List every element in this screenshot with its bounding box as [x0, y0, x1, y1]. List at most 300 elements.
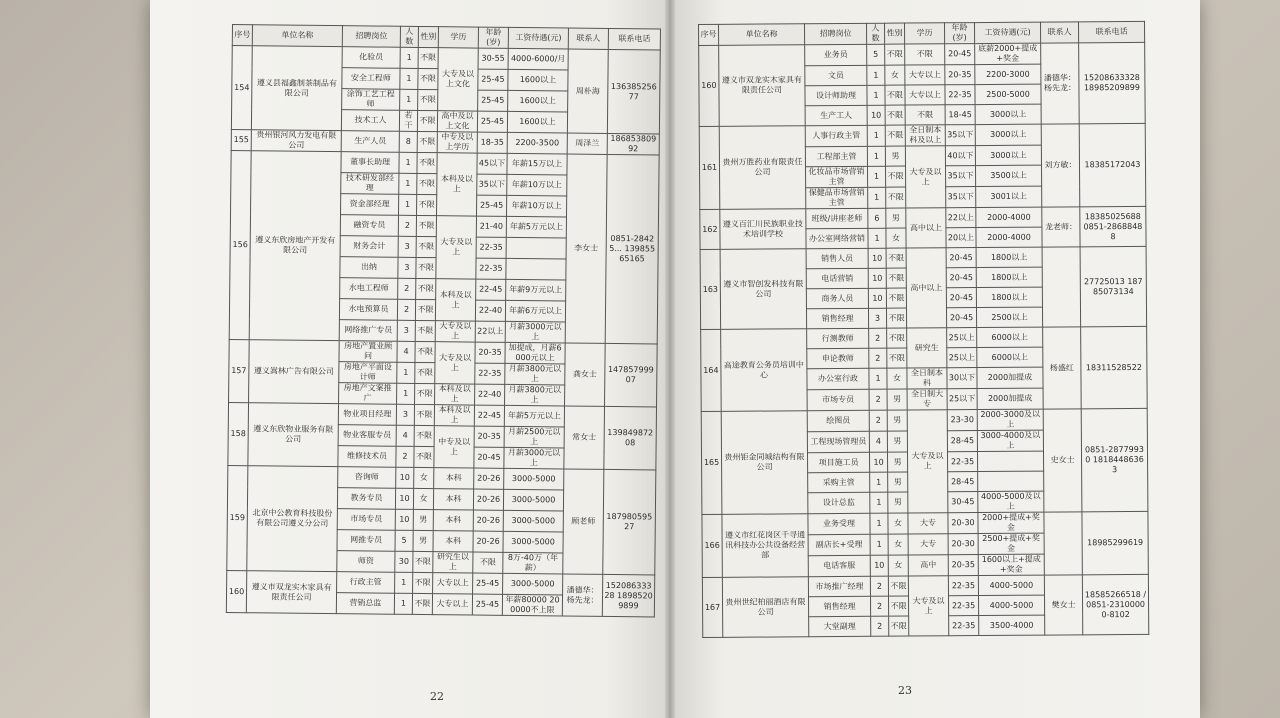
count-cell: 1: [399, 173, 417, 194]
count-cell: 1: [397, 383, 415, 404]
phone-cell: 27725013 18785073134: [1080, 246, 1147, 326]
serial-number-cell: 162: [700, 209, 720, 249]
age-cell: 20-26: [473, 531, 503, 552]
gender-cell: 男: [885, 146, 905, 166]
count-cell: 1: [870, 513, 888, 534]
gender-cell: 不限: [418, 89, 438, 110]
age-cell: 25-45: [478, 90, 508, 111]
position-cell: 业务受理: [808, 513, 870, 534]
age-cell: 20-35: [475, 342, 505, 363]
salary-cell: 月薪2500元以上: [504, 426, 564, 448]
education-cell: 大专及以上文化: [438, 48, 479, 111]
education-cell: 高中及以上文化: [437, 111, 477, 132]
gender-cell: 男: [413, 530, 433, 551]
education-cell: 全日制大专: [907, 389, 947, 410]
count-cell: 10: [395, 509, 413, 530]
gender-cell: 男: [887, 410, 907, 431]
salary-cell: 1800以上: [976, 267, 1042, 287]
age-cell: 22-35: [945, 85, 975, 105]
age-cell: 22-35: [475, 363, 505, 384]
company-name-cell: 遵义市双龙实木家具有限责任公司: [246, 571, 336, 614]
count-cell: 1: [870, 472, 888, 492]
serial-number-cell: 165: [701, 411, 722, 514]
age-cell: 22-40: [475, 384, 505, 405]
phone-cell: 18585266518 /0851-23100000-8102: [1082, 574, 1148, 634]
gender-cell: 不限: [886, 248, 906, 268]
salary-cell: 2500-5000: [975, 84, 1041, 104]
age-cell: 25以上: [947, 348, 977, 368]
count-cell: 1: [397, 362, 415, 383]
age-cell: 22-40: [475, 300, 505, 321]
serial-number-cell: 166: [702, 514, 722, 577]
position-cell: 董事长助理: [341, 152, 399, 174]
position-cell: 班级/讲座老师: [806, 208, 868, 228]
salary-cell: 月薪3800元以上: [505, 384, 565, 406]
position-cell: 咨询师: [338, 467, 396, 489]
company-name-cell: 贵州钜金同城结构有限公司: [721, 411, 808, 515]
count-cell: 10: [395, 488, 413, 509]
page-number: 22: [430, 690, 444, 703]
phone-cell: 18385172043: [1079, 123, 1146, 206]
gender-cell: 不限: [414, 425, 434, 446]
education-cell: 大专及以上: [435, 342, 475, 384]
count-cell: 10: [870, 555, 888, 576]
column-header: 联系人: [1040, 22, 1078, 43]
company-name-cell: 遵义市智创发科技有限公司: [720, 249, 807, 330]
salary-cell: 3000-5000: [503, 531, 563, 553]
gender-cell: 不限: [416, 236, 436, 257]
education-cell: 大专以上: [905, 85, 945, 105]
position-cell: 销售经理: [809, 596, 871, 616]
table-row: [700, 246, 1146, 269]
age-cell: 25-45: [473, 573, 503, 594]
company-name-cell: 贵州银河风力发电有限公司: [251, 130, 341, 152]
table-row: [227, 570, 655, 595]
gender-cell: 不限: [415, 320, 435, 341]
salary-cell: 6000以上: [977, 347, 1043, 367]
contact-person-cell: 潘德华：杨先龙：: [1041, 43, 1080, 124]
gender-cell: 不限: [885, 85, 905, 105]
right-recruitment-table: [698, 21, 1149, 638]
gender-cell: 不限: [412, 593, 432, 614]
table-row: [701, 408, 1147, 432]
position-cell: 化验员: [342, 47, 400, 69]
count-cell: 4: [396, 425, 414, 446]
position-cell: 水电预算员: [339, 299, 397, 321]
salary-cell: 3001以上: [976, 186, 1042, 207]
contact-person-cell: 樊女士: [1044, 575, 1082, 635]
gender-cell: 不限: [888, 596, 908, 616]
gender-cell: 男: [888, 492, 908, 513]
position-cell: 项目施工员: [807, 452, 869, 472]
column-header: 联系人: [568, 28, 608, 49]
salary-cell: 年薪80000 200000不上限: [502, 594, 562, 616]
salary-cell: 年薪10万以上: [507, 174, 567, 196]
position-cell: 文员: [805, 65, 867, 85]
position-cell: 销售经理: [806, 308, 868, 328]
position-cell: 设计师助理: [805, 85, 867, 105]
gender-cell: 不限: [889, 616, 909, 636]
position-cell: 财务会计: [340, 236, 398, 258]
position-cell: 融资专员: [340, 215, 398, 237]
age-cell: 22以上: [475, 321, 505, 342]
count-cell: 4: [869, 431, 887, 452]
count-cell: 10: [869, 452, 887, 472]
salary-cell: 年薪15万以上: [507, 153, 567, 175]
gender-cell: 不限: [415, 383, 435, 404]
gender-cell: 不限: [417, 110, 437, 131]
company-name-cell: 贵州万胜药业有限责任公司: [719, 126, 806, 210]
position-cell: 资金部经理: [341, 194, 399, 216]
position-cell: 房地产平面设计师: [339, 362, 397, 384]
salary-cell: 1600以上: [508, 69, 568, 91]
gender-cell: 男: [887, 452, 907, 472]
age-cell: 20-45: [474, 447, 504, 468]
salary-cell: 1800以上: [976, 287, 1042, 307]
age-cell: 23-30: [947, 410, 977, 431]
column-header: 学历: [438, 27, 478, 48]
table-row: [701, 326, 1147, 349]
salary-cell: 3000以上: [975, 104, 1041, 124]
salary-cell: 2500以上: [976, 307, 1042, 327]
count-cell: 2: [869, 389, 887, 410]
education-cell: 不限: [905, 105, 945, 125]
left-recruitment-table: [226, 24, 661, 617]
count-cell: 2: [869, 328, 887, 348]
gender-cell: 不限: [417, 173, 437, 194]
position-cell: 技术研发部经理: [341, 173, 399, 195]
position-cell: 行测教师: [807, 328, 869, 348]
age-cell: 35以下: [945, 125, 975, 146]
count-cell: 1: [867, 65, 885, 85]
salary-cell: 1600以上+提成+奖金: [978, 554, 1044, 575]
phone-cell: 13638525677: [607, 49, 660, 134]
gender-cell: 不限: [417, 152, 437, 173]
position-cell: 涂饰工艺工程师: [342, 89, 400, 111]
age-cell: 25-45: [477, 195, 507, 216]
gender-cell: 不限: [887, 328, 907, 348]
gender-cell: 不限: [415, 299, 435, 320]
age-cell: 22-35: [948, 596, 978, 616]
table-row: [699, 42, 1145, 66]
contact-person-cell: 史女士: [1043, 409, 1082, 512]
count-cell: 1: [395, 572, 413, 593]
position-cell: 行政主管: [337, 572, 395, 594]
position-cell: 大堂副理: [809, 616, 871, 636]
position-cell: 市场推广经理: [808, 576, 870, 596]
phone-cell: 18685380992: [607, 133, 659, 155]
age-cell: 20-26: [473, 510, 503, 531]
education-cell: 全日制本科: [907, 368, 947, 389]
company-name-cell: 高途教育公务员培训中心: [721, 329, 808, 412]
age-cell: 20-26: [473, 489, 503, 510]
table-row: [228, 465, 656, 490]
age-cell: 28-45: [947, 431, 977, 452]
position-cell: 市场专员: [807, 389, 869, 410]
position-cell: 教务专员: [337, 488, 395, 510]
position-cell: 生产工人: [805, 105, 867, 125]
education-cell: 本科及以上: [434, 405, 474, 426]
phone-cell: 18985299619: [1082, 511, 1148, 574]
salary-cell: 1600以上: [507, 111, 567, 133]
education-cell: 全日制本科及以上: [905, 125, 945, 146]
age-cell: 20-45: [945, 44, 975, 65]
column-header: 性别: [884, 23, 904, 44]
table-row: [702, 574, 1148, 597]
phone-cell: 0851-28779930 18184486363: [1081, 408, 1148, 511]
column-header: 招聘岗位: [342, 26, 400, 48]
gender-cell: 不限: [413, 551, 433, 572]
salary-cell: 2200-3500: [507, 132, 567, 154]
position-cell: 房地产置业顾问: [339, 341, 397, 363]
age-cell: 20-26: [474, 468, 504, 489]
education-cell: 大专以上: [905, 65, 945, 85]
count-cell: 1: [867, 85, 885, 105]
position-cell: 网络推广专员: [339, 320, 397, 342]
salary-cell: [978, 471, 1044, 491]
gender-cell: 不限: [885, 125, 905, 146]
salary-cell: 底薪2000+提成+奖金: [975, 43, 1041, 64]
education-cell: 中专及以上: [434, 426, 474, 468]
count-cell: 1: [867, 166, 885, 187]
salary-cell: [506, 258, 566, 280]
position-cell: 电话营销: [806, 268, 868, 288]
position-cell: 师资: [337, 551, 395, 573]
gender-cell: 不限: [885, 166, 905, 187]
gender-cell: 不限: [416, 215, 436, 236]
count-cell: 1: [400, 68, 418, 89]
column-header: 工资待遇(元): [974, 22, 1040, 43]
salary-cell: 3000-5000: [504, 468, 564, 490]
serial-number-cell: 154: [231, 46, 252, 130]
age-cell: 22-45: [476, 279, 506, 300]
count-cell: 1: [868, 187, 886, 208]
company-name-cell: 北京中公教育科技股份有限公司遵义分公司: [247, 466, 338, 572]
serial-number-cell: 161: [699, 126, 720, 209]
salary-cell: 3000-4000及以上: [977, 430, 1043, 451]
count-cell: 5: [867, 44, 885, 65]
count-cell: 1: [867, 146, 885, 166]
age-cell: 22以上: [946, 208, 976, 228]
column-header: 年龄(岁): [944, 23, 974, 44]
count-cell: 若干: [399, 110, 417, 131]
education-cell: 研究生: [907, 328, 947, 368]
position-cell: 技术工人: [341, 110, 399, 132]
position-cell: 工程现场管理员: [807, 431, 869, 452]
gender-cell: 女: [887, 368, 907, 389]
gender-cell: 男: [887, 431, 907, 452]
salary-cell: 3500以上: [975, 165, 1041, 186]
salary-cell: 2000-4000: [976, 207, 1042, 227]
gender-cell: 女: [414, 467, 434, 488]
salary-cell: [506, 237, 566, 259]
salary-cell: 2200-3000: [975, 64, 1041, 84]
book-gutter: [665, 0, 675, 718]
gender-cell: 不限: [417, 131, 437, 152]
salary-cell: 4000-5000及以上: [978, 491, 1044, 512]
position-cell: 工程部主管: [805, 146, 867, 166]
education-cell: 高中以上: [906, 248, 947, 328]
position-cell: 副店长+受理: [808, 534, 870, 555]
count-cell: 2: [871, 616, 889, 636]
column-header: 联系电话: [608, 28, 660, 50]
salary-cell: 年薪5万元以上: [506, 216, 566, 238]
count-cell: 1: [868, 228, 886, 248]
age-cell: 20-30: [948, 513, 978, 534]
education-cell: 研究生以上: [433, 552, 473, 573]
count-cell: 10: [867, 105, 885, 125]
salary-cell: [977, 451, 1043, 471]
contact-person-cell: 杨盛红: [1043, 327, 1082, 409]
salary-cell: 1600以上: [508, 90, 568, 112]
age-cell: 30-55: [478, 48, 508, 69]
age-cell: 20以上: [946, 228, 976, 248]
contact-person-cell: [1044, 512, 1082, 575]
gender-cell: 不限: [418, 68, 438, 89]
contact-person-cell: 常女士: [564, 406, 605, 469]
company-name-cell: 遵义东欣房地产开发有限公司: [249, 151, 341, 341]
position-cell: 物业项目经理: [338, 404, 396, 426]
serial-number-cell: 158: [228, 402, 249, 465]
count-cell: 1: [870, 534, 888, 555]
position-cell: 电话客服: [808, 555, 870, 576]
phone-cell: 13984987208: [604, 406, 657, 470]
age-cell: 20-45: [946, 268, 976, 288]
gender-cell: 不限: [885, 44, 905, 65]
position-cell: 业务员: [805, 44, 867, 65]
age-cell: 20-45: [946, 248, 976, 268]
company-name-cell: 遵义市红花岗区千寻通讯科技办公共设备经营部: [722, 514, 808, 578]
salary-cell: 2000加提成: [977, 388, 1043, 409]
position-cell: 设计总监: [808, 492, 870, 513]
education-cell: 不限: [905, 44, 945, 65]
gender-cell: 不限: [416, 257, 436, 278]
count-cell: 2: [397, 299, 415, 320]
age-cell: 22-35: [476, 258, 506, 279]
education-cell: 本科及以上: [435, 279, 475, 321]
salary-cell: 月薪3800元以上: [505, 363, 565, 385]
age-cell: 25-45: [478, 69, 508, 90]
phone-cell: 15208633328 18985209899: [1079, 42, 1146, 123]
contact-person-cell: 龙老师：: [1042, 207, 1080, 247]
table-row: [228, 402, 656, 427]
count-cell: 3: [398, 257, 416, 278]
salary-cell: 3000以上: [975, 124, 1041, 145]
salary-cell: 年薪9万元以上: [506, 279, 566, 301]
count-cell: 30: [395, 551, 413, 572]
gender-cell: 不限: [414, 446, 434, 467]
age-cell: 20-35: [948, 555, 978, 576]
serial-number-cell: 155: [231, 129, 251, 150]
count-cell: 4: [397, 341, 415, 362]
age-cell: 28-45: [948, 472, 978, 492]
column-header: 序号: [232, 25, 252, 46]
position-cell: 安全工程师: [342, 68, 400, 90]
count-cell: 3: [398, 236, 416, 257]
salary-cell: 年薪10万以上: [507, 195, 567, 217]
serial-number-cell: 167: [702, 577, 722, 637]
position-cell: 房地产文案推广: [339, 383, 397, 405]
salary-cell: 年薪6万元以上: [505, 300, 565, 322]
gender-cell: 女: [886, 228, 906, 248]
education-cell: 本科及以上: [435, 384, 475, 405]
salary-cell: 2000-3000及以上: [977, 409, 1043, 430]
salary-cell: 2000加提成: [977, 367, 1043, 388]
position-cell: 保健品市场营销主管: [806, 187, 868, 208]
salary-cell: 年薪5万元以上: [504, 405, 564, 427]
count-cell: 2: [869, 410, 887, 431]
table-row: [700, 206, 1146, 229]
age-cell: 21-40: [476, 216, 506, 237]
salary-cell: 3000以上: [975, 145, 1041, 165]
count-cell: 8: [399, 131, 417, 152]
position-cell: 采购主管: [808, 472, 870, 492]
count-cell: 1: [399, 152, 417, 173]
age-cell: 45以下: [477, 153, 507, 174]
gender-cell: 男: [413, 509, 433, 530]
count-cell: 2: [396, 446, 414, 467]
age-cell: 22-35: [949, 616, 979, 636]
count-cell: 2: [869, 348, 887, 368]
education-cell: 大专及以上: [907, 410, 948, 513]
column-header: 单位名称: [719, 24, 805, 46]
position-cell: 水电工程师: [340, 278, 398, 300]
education-cell: 本科及以上: [437, 153, 478, 216]
age-cell: 20-35: [945, 65, 975, 85]
age-cell: 35以下: [477, 174, 507, 195]
count-cell: 3: [396, 404, 414, 425]
column-header: 序号: [699, 24, 719, 45]
company-name-cell: 遵义县福鑫制茶制品有限公司: [251, 46, 342, 131]
salary-cell: 月薪3000元以上: [505, 321, 565, 343]
serial-number-cell: 163: [700, 249, 721, 329]
count-cell: 6: [868, 208, 886, 228]
company-name-cell: 遵义嵩林广告有限公司: [249, 340, 340, 404]
company-name-cell: 遵义市双龙实木家具有限责任公司: [719, 45, 806, 127]
count-cell: 1: [399, 194, 417, 215]
gender-cell: 不限: [888, 576, 908, 596]
contact-person-cell: 刘方敏：: [1041, 124, 1080, 207]
salary-cell: 4000-6000/月: [508, 48, 568, 70]
count-cell: 1: [400, 47, 418, 68]
count-cell: 1: [867, 125, 885, 146]
contact-person-cell: 顾老师: [563, 469, 604, 574]
contact-person-cell: 周朴海: [567, 49, 608, 133]
gender-cell: 女: [888, 534, 908, 555]
gender-cell: 男: [887, 389, 907, 410]
table-row: [231, 150, 659, 175]
column-header: 工资待遇(元): [508, 27, 568, 49]
phone-cell: 18311528522: [1081, 326, 1148, 408]
salary-cell: 3000-5000: [503, 510, 563, 532]
position-cell: 办公室行政: [807, 368, 869, 389]
age-cell: 25-45: [472, 594, 502, 615]
left-page: [150, 0, 670, 718]
education-cell: 本科: [433, 531, 473, 552]
position-cell: 物业客服专员: [338, 425, 396, 447]
gender-cell: 男: [886, 208, 906, 228]
gender-cell: 不限: [417, 194, 437, 215]
education-cell: 大专及以上: [905, 146, 945, 208]
count-cell: 1: [870, 492, 888, 513]
age-cell: 20-45: [946, 308, 976, 328]
company-name-cell: 遵义东欣物业服务有限公司: [248, 403, 339, 467]
contact-person-cell: [1042, 247, 1081, 327]
contact-person-cell: 潘德华：杨先龙：: [562, 574, 602, 616]
salary-cell: 6000以上: [977, 327, 1043, 347]
age-cell: 30-45: [948, 492, 978, 513]
phone-cell: 15208633328 18985209899: [602, 574, 654, 617]
